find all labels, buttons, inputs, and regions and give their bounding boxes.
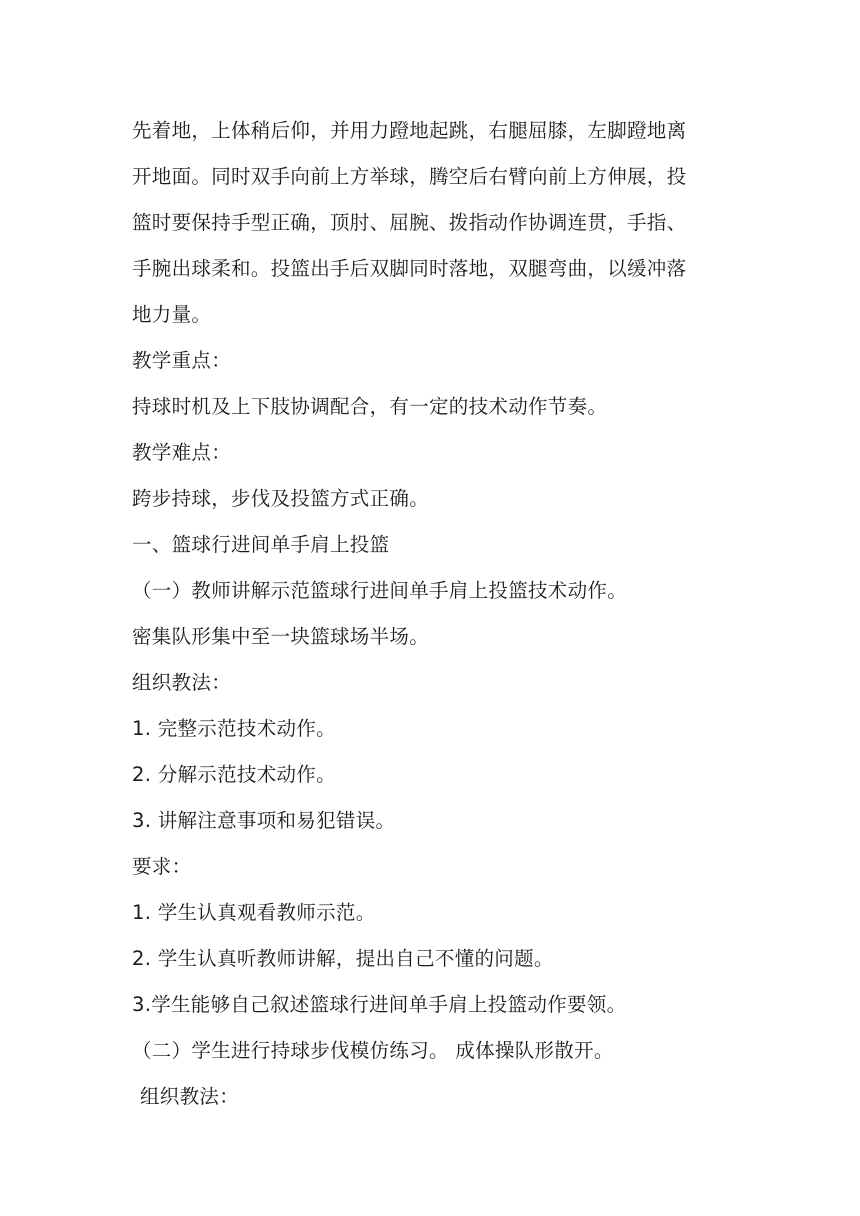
difficulty-text: 跨步持球，步伐及投篮方式正确。 bbox=[132, 487, 430, 510]
requirements-heading: 要求： bbox=[132, 855, 192, 878]
org-method-item-3: 3. 讲解注意事项和易犯错误。 bbox=[132, 809, 396, 832]
org-method-item-1: 1. 完整示范技术动作。 bbox=[132, 717, 336, 740]
org-method-heading-2: 组织教法： bbox=[140, 1085, 240, 1108]
intro-line-3: 篮时要保持手型正确，顶肘、屈腕、拨指动作协调连贯，手指、 bbox=[132, 211, 687, 234]
requirements-item-2: 2. 学生认真听教师讲解，提出自己不懂的问题。 bbox=[132, 947, 554, 970]
subsection-title-1: （一）教师讲解示范篮球行进间单手肩上投篮技术动作。 bbox=[132, 579, 628, 602]
subsection-title-2: （二）学生进行持球步伐模仿练习。 成体操队形散开。 bbox=[132, 1039, 614, 1062]
intro-line-2: 开地面。同时双手向前上方举球，腾空后右臂向前上方伸展，投 bbox=[132, 165, 687, 188]
key-point-text: 持球时机及上下肢协调配合，有一定的技术动作节奏。 bbox=[132, 395, 608, 418]
key-point-heading: 教学重点： bbox=[132, 349, 232, 372]
section-title: 一、篮球行进间单手肩上投篮 bbox=[132, 533, 390, 556]
requirements-item-3: 3.学生能够自己叙述篮球行进间单手肩上投篮动作要领。 bbox=[132, 993, 627, 1016]
formation-text: 密集队形集中至一块篮球场半场。 bbox=[132, 625, 430, 648]
requirements-item-1: 1. 学生认真观看教师示范。 bbox=[132, 901, 376, 924]
difficulty-heading: 教学难点： bbox=[132, 441, 232, 464]
document-body bbox=[132, 108, 732, 1120]
org-method-heading: 组织教法： bbox=[132, 671, 232, 694]
intro-line-1: 先着地，上体稍后仰，并用力蹬地起跳，右腿屈膝，左脚蹬地离 bbox=[132, 119, 687, 142]
org-method-item-2: 2. 分解示范技术动作。 bbox=[132, 763, 336, 786]
intro-line-5: 地力量。 bbox=[132, 303, 212, 326]
intro-line-4: 手腕出球柔和。投篮出手后双脚同时落地，双腿弯曲，以缓冲落 bbox=[132, 257, 687, 280]
